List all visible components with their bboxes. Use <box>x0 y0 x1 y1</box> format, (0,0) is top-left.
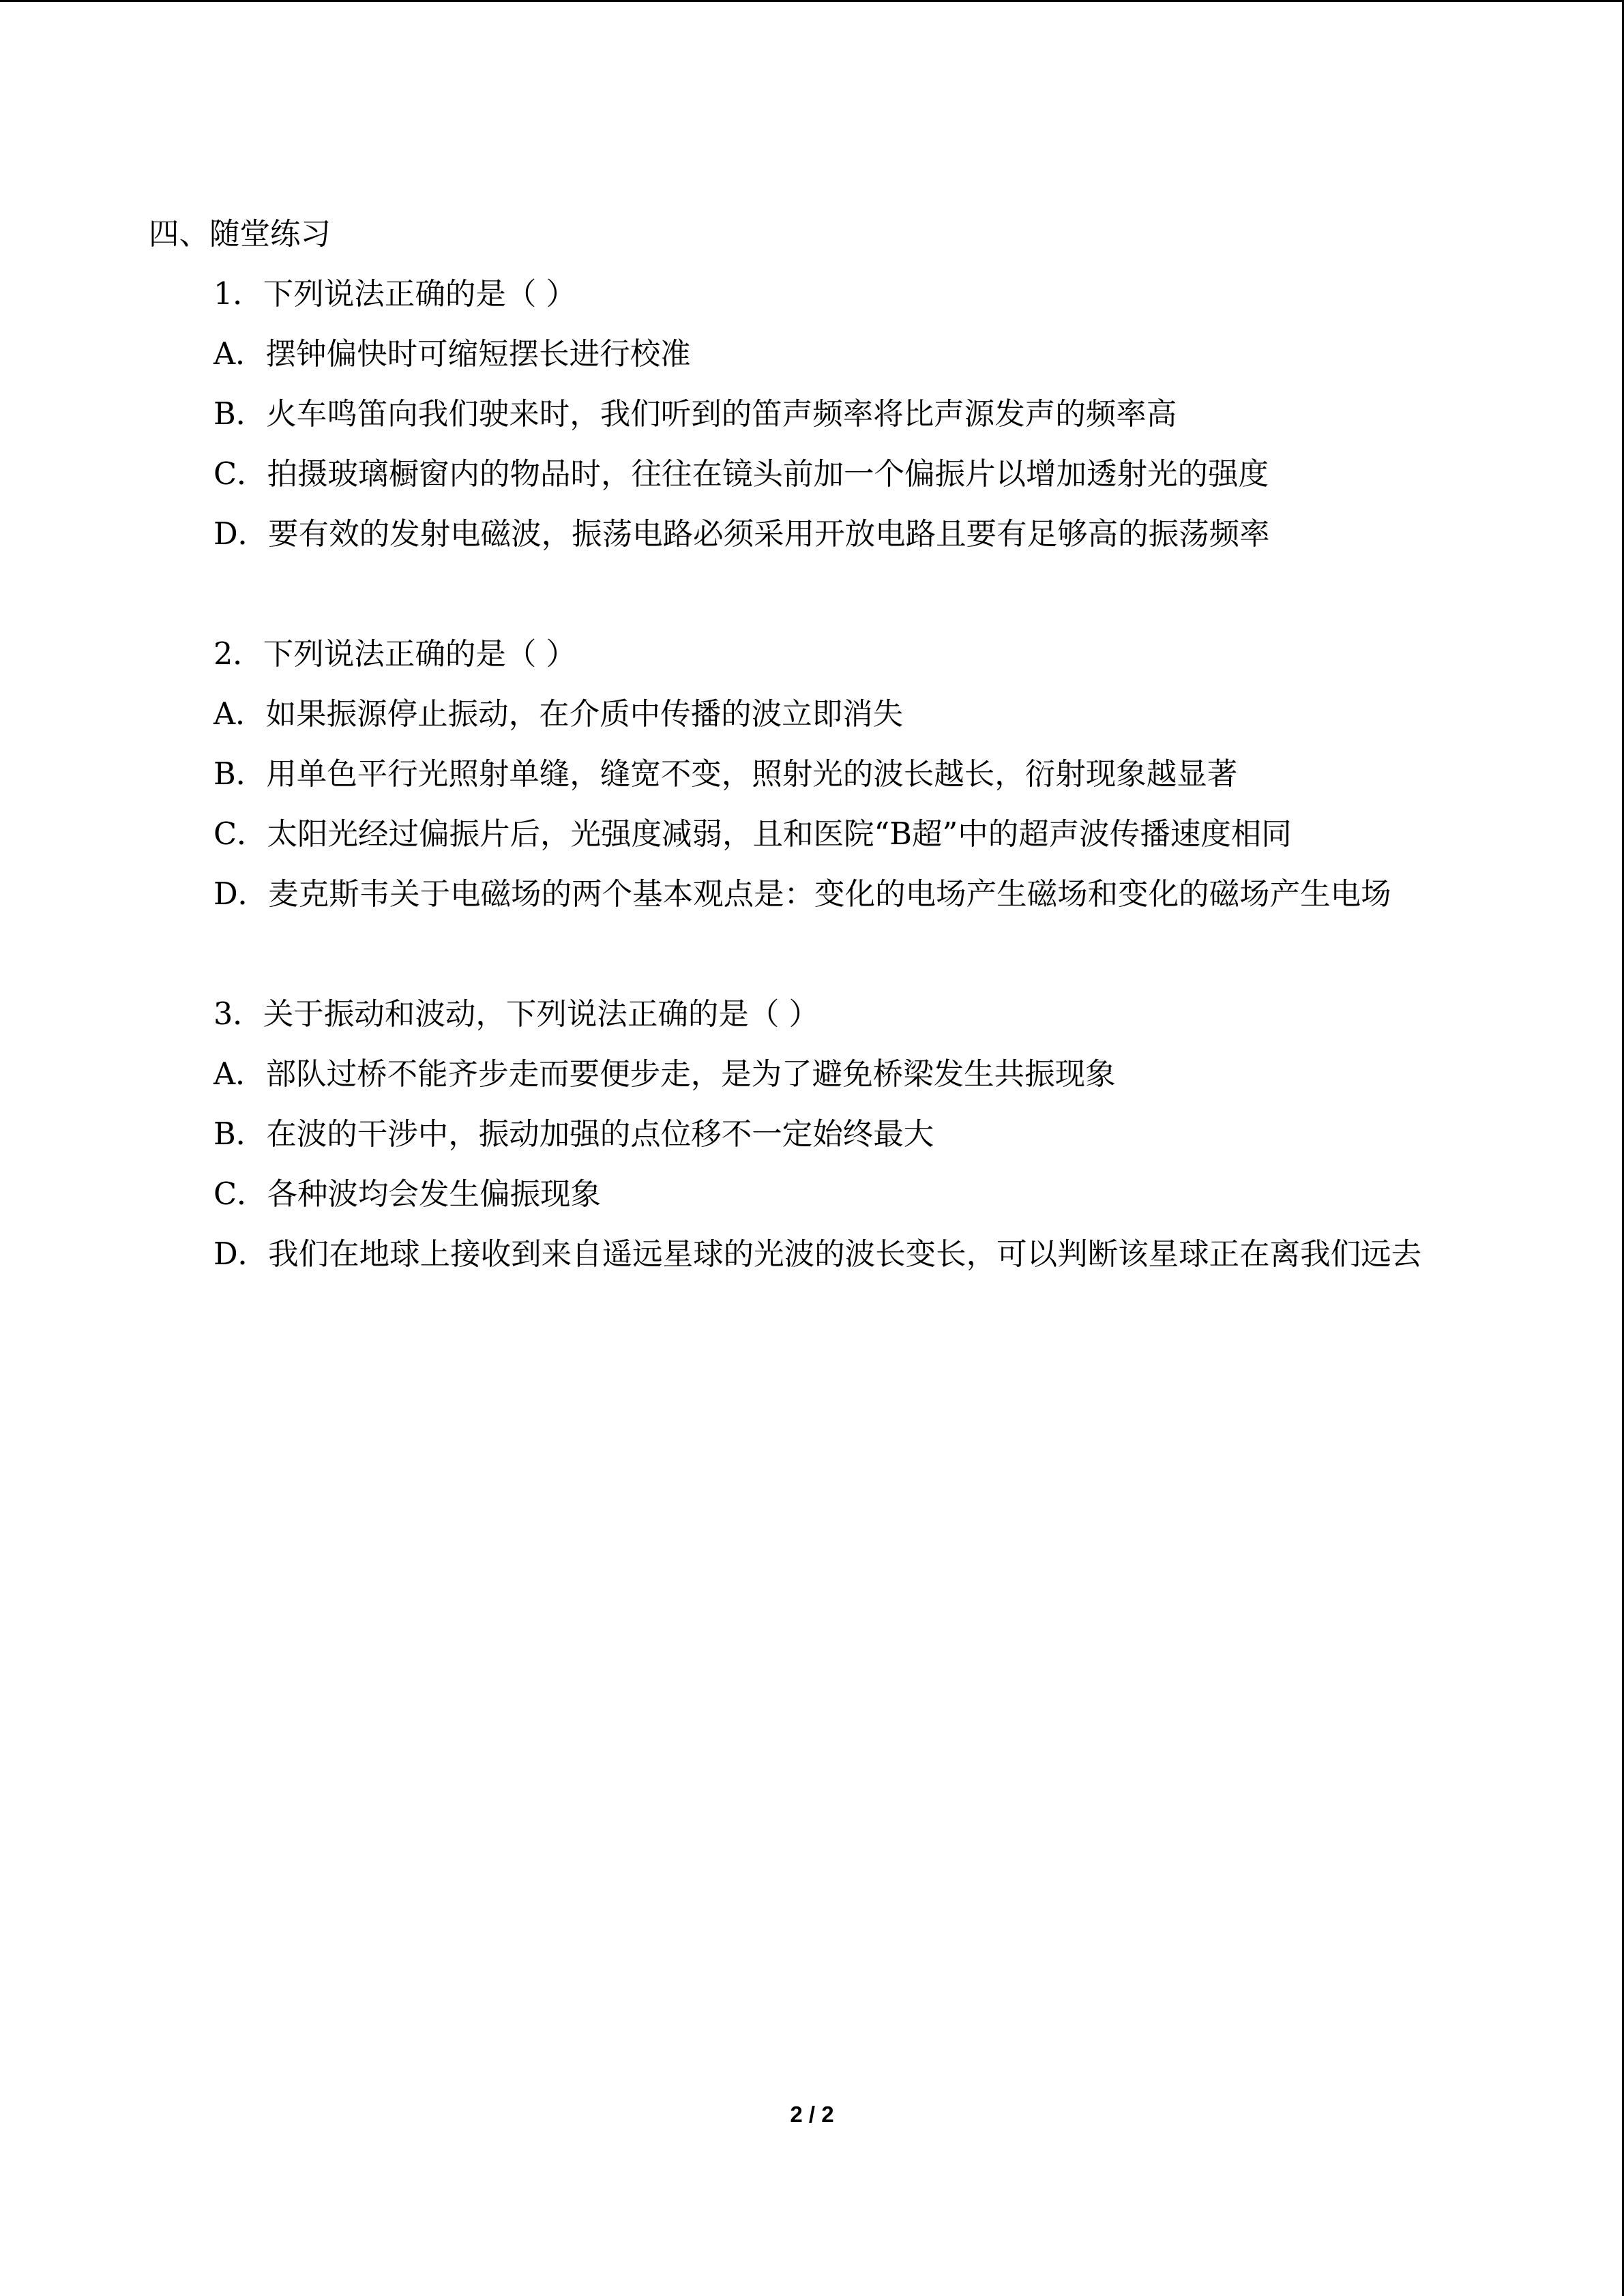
option-c: C．各种波均会发生偏振现象 <box>213 1177 602 1212</box>
option-a: A．如果振源停止振动，在介质中传播的波立即消失 <box>213 697 904 732</box>
option-c: C．拍摄玻璃橱窗内的物品时，往往在镜头前加一个偏振片以增加透射光的强度 <box>213 457 1269 492</box>
question-stem: 3．关于振动和波动，下列说法正确的是（ ） <box>213 997 819 1032</box>
question-stem: 2．下列说法正确的是（ ） <box>213 637 576 672</box>
page-number: 2 / 2 <box>790 2102 834 2127</box>
section-heading: 四、随堂练习 <box>149 217 331 252</box>
option-c: C．太阳光经过偏振片后，光强度减弱，且和医院“B超”中的超声波传播速度相同 <box>213 817 1292 852</box>
question-2 <box>149 625 1458 925</box>
option-d: D．要有效的发射电磁波，振荡电路必须采用开放电路且要有足够高的振荡频率 <box>213 517 1270 552</box>
option-d: D．麦克斯韦关于电磁场的两个基本观点是：变化的电场产生磁场和变化的磁场产生电场 <box>213 877 1391 912</box>
option-a: A．部队过桥不能齐步走而要便步走，是为了避免桥梁发生共振现象 <box>213 1057 1116 1092</box>
page-top-border <box>0 0 1624 2</box>
option-b: B．用单色平行光照射单缝，缝宽不变，照射光的波长越长，衍射现象越显著 <box>213 757 1238 792</box>
question-3 <box>149 985 1458 1285</box>
option-b: B．火车鸣笛向我们驶来时，我们听到的笛声频率将比声源发声的频率高 <box>213 397 1177 432</box>
option-a: A．摆钟偏快时可缩短摆长进行校准 <box>213 337 691 372</box>
option-d: D．我们在地球上接收到来自遥远星球的光波的波长变长，可以判断该星球正在离我们远去 <box>213 1237 1422 1272</box>
question-stem: 1．下列说法正确的是（ ） <box>213 277 576 312</box>
question-1 <box>149 265 1458 565</box>
document-body <box>149 205 1458 1285</box>
option-b: B．在波的干涉中，振动加强的点位移不一定始终最大 <box>213 1117 934 1152</box>
